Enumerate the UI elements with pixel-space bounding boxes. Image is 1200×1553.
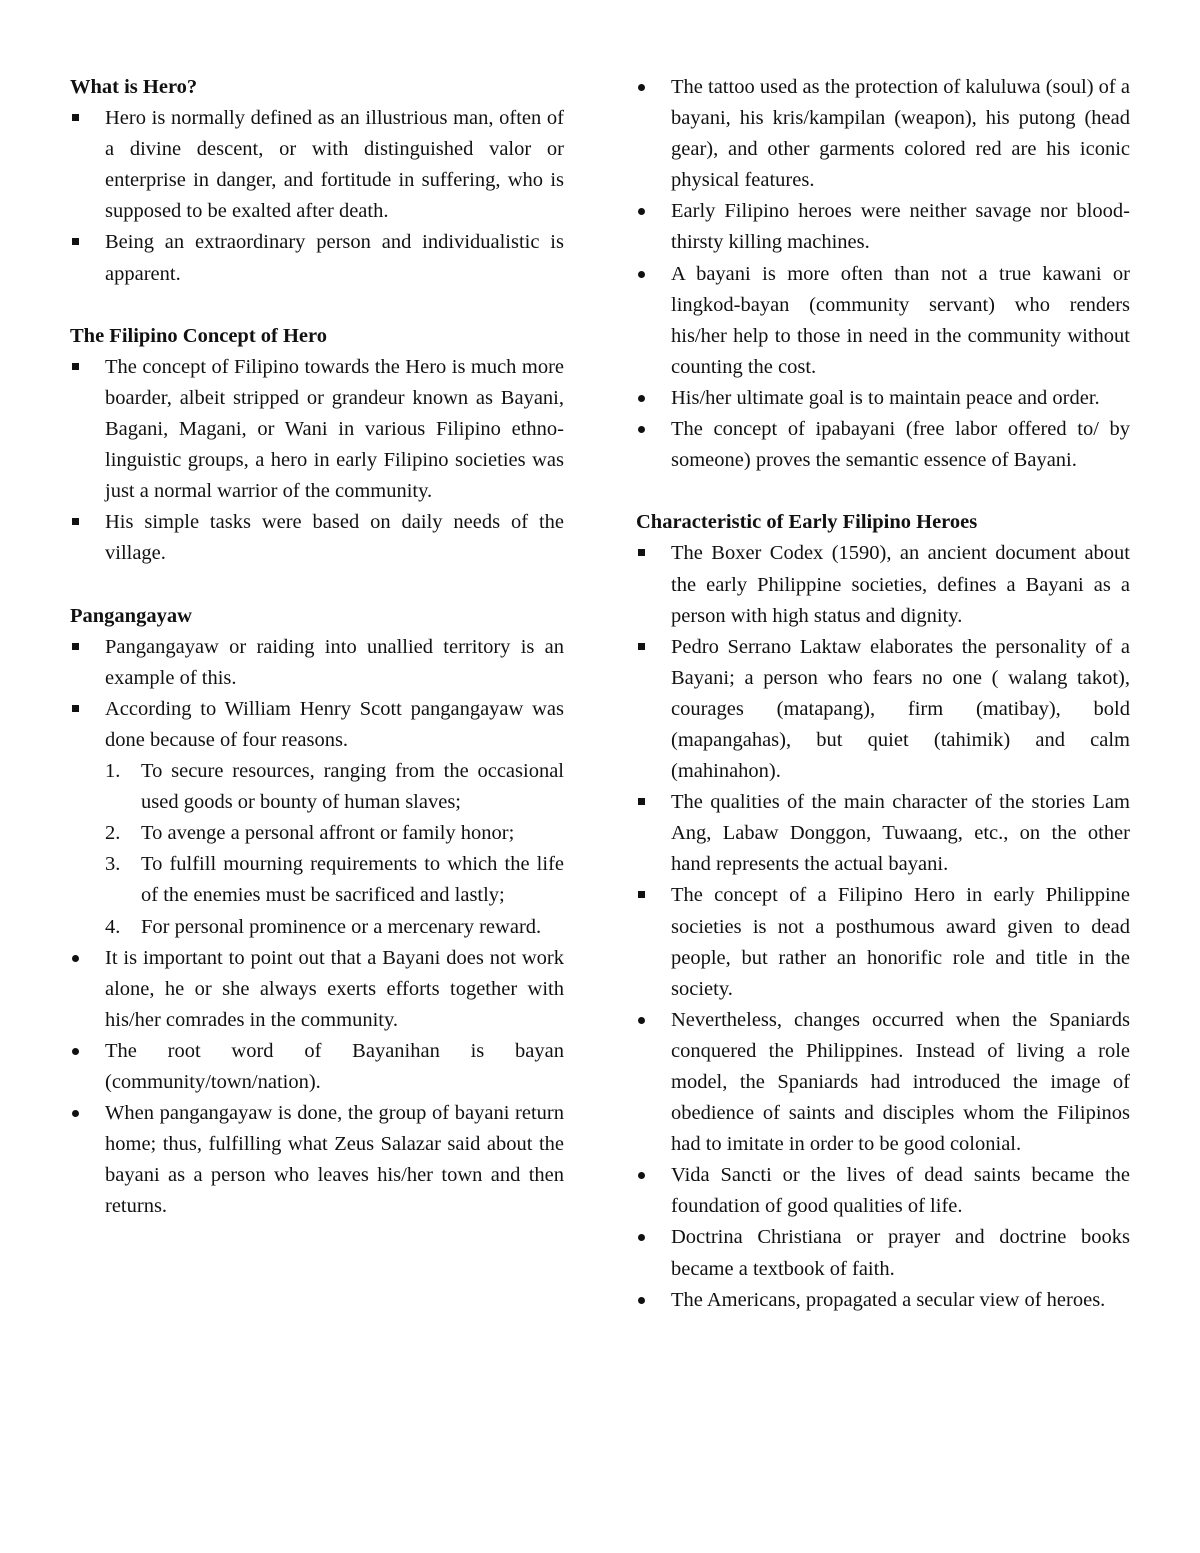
list-item: Nevertheless, changes occurred when the Spaniards conquered the Philippines. Instead of living a role model, the Spaniards had introduced the image of obedience of saints and disciples whom the Filipinos had to imitate in order to be good colonial. (636, 1005, 1130, 1160)
list-item: Pangangayaw or raiding into unallied territory is an example of this. (70, 632, 564, 694)
list-item: Doctrina Christiana or prayer and doctrine books became a textbook of faith. (636, 1222, 1130, 1284)
list-item: The concept of ipabayani (free labor offered to/ by someone) proves the semantic essence of Bayani. (636, 414, 1130, 476)
section-heading-characteristics: Characteristic of Early Filipino Heroes (636, 511, 978, 534)
list-item: Pedro Serrano Laktaw elaborates the personality of a Bayani; a person who fears no one ( walang takot), courages (matapang), firm (matibay), bold (mapangahas), but quiet (tahimik) and calm (mahinahon). (636, 632, 1130, 787)
filipino-concept-list (70, 352, 564, 570)
list-item: According to William Henry Scott pangangayaw was done because of four reasons. (70, 694, 564, 756)
numbered-item: 3. To fulfill mourning requirements to which the life of the enemies must be sacrificed and lastly; (105, 853, 564, 907)
list-item: His simple tasks were based on daily needs of the village. (70, 507, 564, 569)
list-item: The concept of a Filipino Hero in early Philippine societies is not a posthumous award given to dead people, but rather an honorific role and title in the society. (636, 880, 1130, 1004)
what-is-hero-list (70, 103, 564, 290)
bayani-traits-list (636, 72, 1130, 476)
reasons-list (70, 756, 564, 943)
section-heading-filipino-concept: The Filipino Concept of Hero (70, 324, 328, 347)
right-column (636, 72, 1130, 1316)
section-heading-what-is-hero: What is Hero? (70, 76, 198, 98)
numbered-item: 4. For personal prominence or a mercenary reward. (105, 915, 542, 938)
list-item: It is important to point out that a Bayani does not work alone, he or she always exerts efforts together with his/her comrades in the community. (70, 943, 564, 1036)
colonial-bullets (636, 1005, 1130, 1316)
list-item: Early Filipino heroes were neither savage nor blood-thirsty killing machines. (636, 196, 1130, 258)
list-item: The root word of Bayanihan is bayan (community/town/nation). (70, 1036, 564, 1098)
list-item: Hero is normally defined as an illustrious man, often of a divine descent, or with distinguished valor or enterprise in danger, and fortitude in suffering, who is supposed to be exalted after death. (70, 103, 564, 227)
list-item: Being an extraordinary person and individualistic is apparent. (70, 227, 564, 289)
numbered-item: 1. To secure resources, ranging from the occasional used goods or bounty of human slaves; (105, 760, 564, 814)
list-item: A bayani is more often than not a true kawani or lingkod-bayan (community servant) who renders his/her help to those in need in the community without counting the cost. (636, 259, 1130, 383)
list-item: The tattoo used as the protection of kaluluwa (soul) of a bayani, his kris/kampilan (weapon), his putong (head gear), and other garments colored red are his iconic physical features. (636, 72, 1130, 196)
list-item: The Americans, propagated a secular view of heroes. (636, 1285, 1130, 1316)
pangangayaw-list (70, 632, 564, 756)
list-item: The qualities of the main character of the stories Lam Ang, Labaw Donggon, Tuwaang, etc., on the other hand represents the actual bayani. (636, 787, 1130, 880)
list-item: Vida Sancti or the lives of dead saints became the foundation of good qualities of life. (636, 1160, 1130, 1222)
list-item: The concept of Filipino towards the Hero is much more boarder, albeit stripped or grandeur known as Bayani, Bagani, Magani, or Wani in various Filipino ethno-linguistic groups, a hero in early Filipino societies was just a normal warrior of the community. (70, 352, 564, 507)
characteristics-list (636, 538, 1130, 1004)
left-column (70, 72, 564, 1222)
section-heading-pangangayaw: Pangangayaw (70, 604, 192, 627)
list-item: His/her ultimate goal is to maintain peace and order. (636, 383, 1130, 414)
bayani-bullets (70, 943, 564, 1223)
list-item: The Boxer Codex (1590), an ancient document about the early Philippine societies, defines a Bayani as a person with high status and dignity. (636, 538, 1130, 631)
numbered-item: 2. To avenge a personal affront or family honor; (105, 822, 515, 845)
list-item: When pangangayaw is done, the group of bayani return home; thus, fulfilling what Zeus Salazar said about the bayani as a person who leaves his/her town and then returns. (70, 1098, 564, 1222)
